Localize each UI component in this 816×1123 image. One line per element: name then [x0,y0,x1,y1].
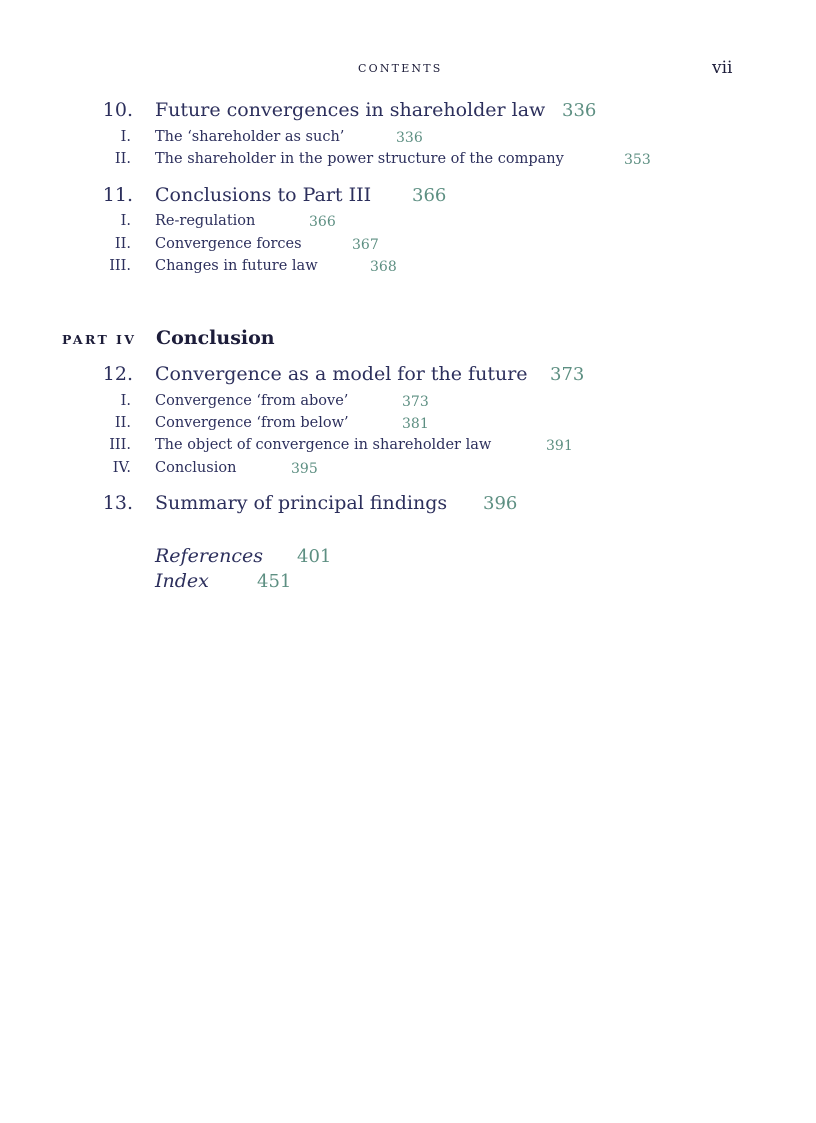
section-title[interactable]: The shareholder in the power structure of the company [155,151,564,167]
section-page: 381 [402,416,429,432]
chapter-page: 336 [562,100,597,121]
section-page: 391 [546,438,573,454]
page-number: vii [712,58,733,78]
section-number: III. [109,437,131,453]
running-head: CONTENTS [358,62,443,75]
chapter-title[interactable]: Convergence as a model for the future [155,363,528,385]
section-page: 353 [624,152,651,168]
section-page: 336 [396,130,423,146]
section-page: 367 [352,237,379,253]
section-number: I. [120,393,131,409]
section-title[interactable]: Convergence forces [155,236,302,252]
chapter-title[interactable]: Conclusions to Part III [155,184,372,206]
section-title[interactable]: Convergence ‘from above’ [155,393,349,409]
chapter-page: 373 [550,364,585,385]
section-number: I. [120,213,131,229]
back-matter-title[interactable]: Index [155,570,209,592]
back-matter-page: 401 [297,546,332,567]
back-matter-title[interactable]: References [155,545,264,567]
chapter-page: 366 [412,185,447,206]
section-title[interactable]: The object of convergence in shareholder law [155,437,492,453]
section-number: II. [114,236,131,252]
section-title[interactable]: Conclusion [155,460,237,476]
section-number: III. [109,258,131,274]
back-matter-page: 451 [257,571,292,592]
section-title[interactable]: Convergence ‘from below’ [155,415,349,431]
section-page: 368 [370,259,397,275]
section-page: 373 [402,394,429,410]
section-title[interactable]: The ‘shareholder as such’ [155,129,345,145]
chapter-number: 12. [102,363,133,385]
section-number: II. [114,151,131,167]
chapter-number: 11. [102,184,133,206]
section-number: II. [114,415,131,431]
part-title[interactable]: Conclusion [156,327,275,349]
chapter-title[interactable]: Summary of principal findings [155,492,448,514]
section-page: 395 [291,461,318,477]
section-number: I. [120,129,131,145]
chapter-title[interactable]: Future convergences in shareholder law [155,99,546,121]
chapter-number: 10. [102,99,133,121]
chapter-page: 396 [483,493,518,514]
part-label: PART IV [62,332,137,347]
chapter-number: 13. [102,492,133,514]
section-page: 366 [309,214,336,230]
section-number: IV. [112,460,131,476]
section-title[interactable]: Re-regulation [155,213,256,229]
section-title[interactable]: Changes in future law [155,258,318,274]
